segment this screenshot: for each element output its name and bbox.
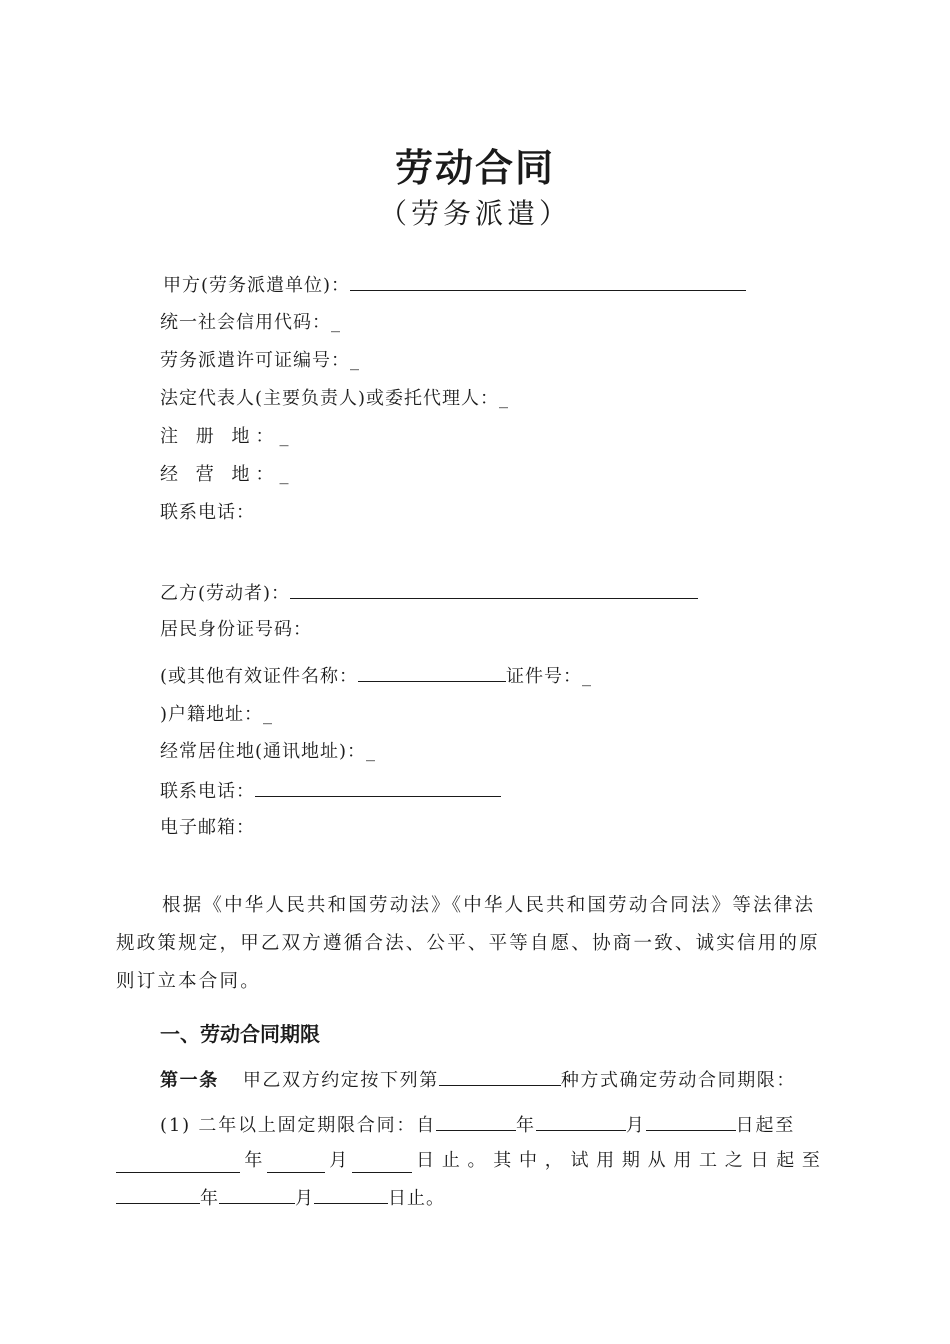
party-a-phone: 联系电话： <box>160 502 255 523</box>
probation-month-label: 月 <box>295 1188 314 1209</box>
item-1-prefix: (1) 二年以上固定期限合同：自 <box>160 1115 437 1136</box>
end-month-blank[interactable] <box>267 1154 325 1173</box>
start-day-blank[interactable] <box>646 1112 736 1131</box>
party-a-credit-code: 统一社会信用代码：_ <box>160 312 341 333</box>
item-1-line-2 <box>116 1149 821 1173</box>
article-1-row <box>160 1067 796 1093</box>
party-b-cert-no-label: 证件号：_ <box>506 666 593 687</box>
start-year-blank[interactable] <box>436 1112 516 1131</box>
party-b-other-id-row <box>160 663 592 689</box>
start-day-label: 日起至 <box>735 1115 796 1136</box>
item-1-line-3 <box>116 1185 445 1211</box>
probation-year-label: 年 <box>200 1188 219 1209</box>
article-1-text-b: 种方式确定劳动合同期限： <box>560 1070 797 1091</box>
party-a-name-row <box>163 272 746 298</box>
party-b-name-row <box>160 580 698 606</box>
start-month-blank[interactable] <box>536 1112 626 1131</box>
end-year-blank[interactable] <box>116 1154 240 1173</box>
party-a-representative: 法定代表人(主要负责人)或委托代理人：_ <box>160 388 510 409</box>
party-b-email: 电子邮箱： <box>160 817 255 838</box>
end-day-blank[interactable] <box>352 1154 412 1173</box>
document-title: 劳动合同 <box>394 146 555 190</box>
party-a-license-no: 劳务派遣许可证编号：_ <box>160 350 360 371</box>
party-b-phone-blank[interactable] <box>255 778 501 797</box>
party-b-residence: 经常居住地(通讯地址)：_ <box>160 741 377 762</box>
party-a-business-address: 经 营 地：_ <box>160 464 295 485</box>
article-1-label: 第一条 <box>160 1070 219 1091</box>
probation-month-blank[interactable] <box>219 1185 295 1204</box>
item-1-line-1 <box>160 1112 795 1138</box>
party-b-phone-label: 联系电话： <box>160 781 255 802</box>
party-b-other-id-label: (或其他有效证件名称： <box>160 666 359 687</box>
party-a-name-blank[interactable] <box>350 272 746 291</box>
party-a-name-label: 甲方(劳务派遣单位)： <box>163 275 351 296</box>
probation-year-blank[interactable] <box>116 1185 200 1204</box>
party-a-registered-address: 注 册 地：_ <box>160 426 295 447</box>
party-b-name-blank[interactable] <box>290 580 698 599</box>
end-month-label: 月 <box>329 1150 348 1171</box>
article-1-option-blank[interactable] <box>439 1067 561 1086</box>
article-1-text-a: 甲乙双方约定按下列第 <box>242 1070 439 1091</box>
probation-text: 日 止 。 其 中 ， 试 用 期 从 用 工 之 日 起 至 <box>416 1150 821 1171</box>
probation-end-label: 日止。 <box>388 1188 445 1209</box>
preamble-paragraph: 根据《中华人民共和国劳动法》《中华人民共和国劳动合同法》等法律法规政策规定，甲乙双方遵循合法、公平、平等自愿、协商一致、诚实信用的原则订立本合同。 <box>116 895 820 992</box>
party-b-name-label: 乙方(劳动者)： <box>160 583 291 604</box>
probation-day-blank[interactable] <box>314 1185 388 1204</box>
party-b-phone-row <box>160 778 501 804</box>
start-month-label: 月 <box>625 1115 646 1136</box>
party-b-household-address: )户籍地址：_ <box>160 704 274 725</box>
party-b-other-id-blank[interactable] <box>358 663 506 682</box>
end-year-label: 年 <box>244 1150 263 1171</box>
section-heading: 一、劳动合同期限 <box>160 1022 320 1046</box>
party-b-id-number: 居民身份证号码： <box>160 619 312 640</box>
document-subtitle: （劳务派遣） <box>378 197 571 230</box>
start-year-label: 年 <box>516 1115 536 1136</box>
